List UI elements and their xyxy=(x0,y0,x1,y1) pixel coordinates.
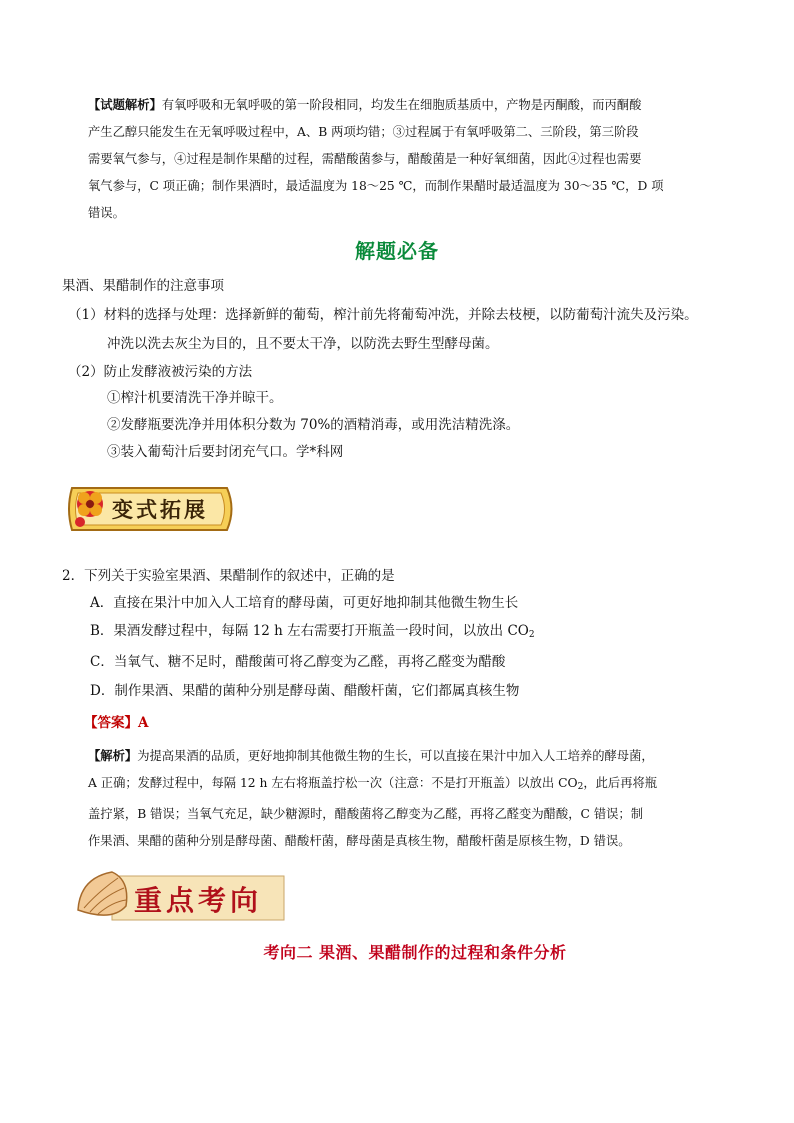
option-d: D．制作果酒、果醋的菌种分别是酵母菌、醋酸杆菌，它们都属真核生物 xyxy=(90,683,520,699)
banner-key-direction xyxy=(72,866,292,928)
direction-title: 考向二 果酒、果醋制作的过程和条件分析 xyxy=(263,943,567,962)
answer-tag: 【答案】 xyxy=(84,715,138,731)
analysis-line: 需要氧气参与，④过程是制作果醋的过程，需醋酸菌参与，醋酸菌是一种好氧细菌，因此④过程也需要 xyxy=(88,152,642,166)
analysis2-tag: 【解析】 xyxy=(88,748,138,763)
analysis-paragraph-1 xyxy=(88,91,728,227)
analysis2-line: 盖拧紧，B 错误；当氧气充足，缺少糖源时，醋酸菌将乙醇变为乙醛，再将乙醛变为醋酸，C 错误；制 xyxy=(88,807,644,821)
banner-variant-extension xyxy=(62,478,240,540)
option-b xyxy=(90,621,535,645)
analysis-tag: 【试题解析】 xyxy=(88,97,162,112)
analysis2-text: ，此后再将瓶 xyxy=(583,776,658,790)
analysis2-line xyxy=(88,770,728,801)
analysis2-line xyxy=(88,742,728,770)
analysis-paragraph-2 xyxy=(88,742,728,855)
notes-item-2: （2）防止发酵液被污染的方法 xyxy=(68,364,253,380)
analysis2-subscript: 2 xyxy=(577,782,584,792)
option-b-text: B．果酒发酵过程中，每隔 12 h 左右需要打开瓶盖一段时间，以放出 CO xyxy=(90,623,529,639)
analysis-line xyxy=(88,91,728,119)
notes-item-1-cont: 冲洗以洗去灰尘为目的，且不要太干净，以防洗去野生型酵母菌。 xyxy=(107,336,499,352)
notes-sub-3: ③装入葡萄汁后要封闭充气口。学*科网 xyxy=(107,444,344,460)
section-title: 解题必备 xyxy=(355,239,439,263)
analysis2-text: A 正确；发酵过程中，每隔 12 h 左右将瓶盖拧松一次（注意：不是打开瓶盖）以放出 CO xyxy=(88,776,578,790)
banner-key-direction-text: 重点考向 xyxy=(134,884,263,917)
analysis2-text: 为提高果酒的品质，更好地抑制其他微生物的生长，可以直接在果汁中加入人工培养的酵母菌， xyxy=(137,749,654,763)
analysis-text: 有氧呼吸和无氧呼吸的第一阶段相同，均发生在细胞质基质中，产物是丙酮酸，而丙酮酸 xyxy=(161,98,642,112)
analysis-line: 错误。 xyxy=(88,206,125,220)
analysis2-line: 作果酒、果醋的菌种分别是酵母菌、醋酸杆菌，酵母菌是真核生物，醋酸杆菌是原核生物，D 错误。 xyxy=(88,834,631,848)
answer-line xyxy=(84,713,148,733)
notes-sub-2: ②发酵瓶要洗净并用体积分数为 70%的酒精消毒，或用洗洁精洗涤。 xyxy=(107,417,520,433)
banner-variant-extension-text: 变式拓展 xyxy=(112,497,208,522)
notes-sub-1: ①榨汁机要清洗干净并晾干。 xyxy=(107,390,283,406)
option-a: A．直接在果汁中加入人工培育的酵母菌，可更好地抑制其他微生物生长 xyxy=(90,595,519,611)
shell-icon xyxy=(78,872,127,915)
question-stem: 2．下列关于实验室果酒、果醋制作的叙述中，正确的是 xyxy=(62,568,395,584)
notes-item-1: （1）材料的选择与处理：选择新鲜的葡萄，榨汁前先将葡萄冲洗，并除去枝梗，以防葡萄汁流失及污染。 xyxy=(68,307,698,323)
option-b-subscript: 2 xyxy=(528,630,535,640)
analysis-line: 氧气参与，C 项正确；制作果酒时，最适温度为 18～25 ℃，而制作果醋时最适温度为 30～35 ℃，D 项 xyxy=(88,179,664,193)
answer-value: A xyxy=(138,715,149,731)
option-c: C．当氧气、糖不足时，醋酸菌可将乙醇变为乙醛，再将乙醛变为醋酸 xyxy=(90,654,506,670)
analysis-line: 产生乙醇只能发生在无氧呼吸过程中，A、B 两项均错；③过程属于有氧呼吸第二、三阶段，第三阶段 xyxy=(88,125,639,139)
notes-heading: 果酒、果醋制作的注意事项 xyxy=(62,278,224,294)
